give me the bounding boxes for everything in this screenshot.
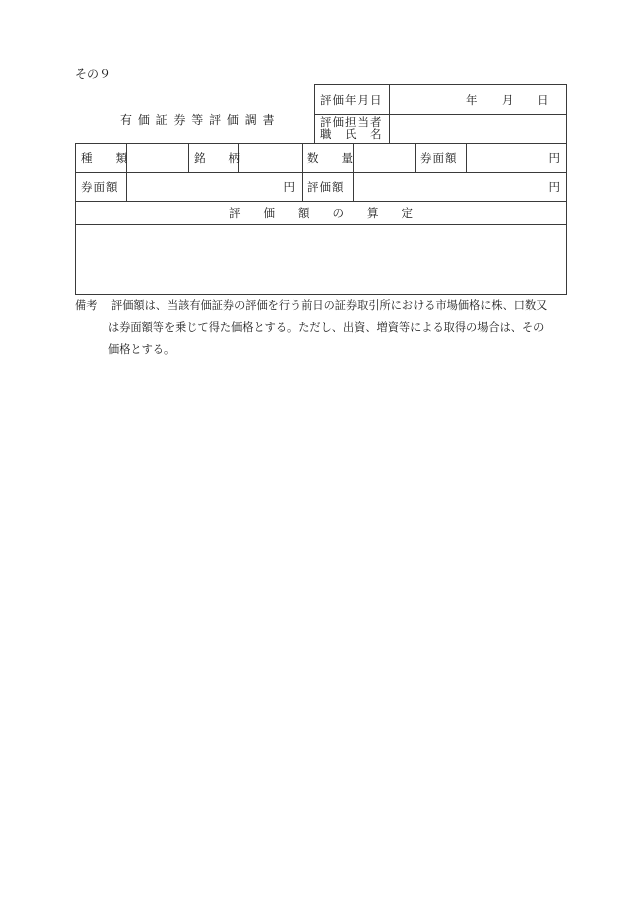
yen-unit: 円	[548, 180, 560, 194]
face-value-label-2: 券面額	[81, 180, 119, 194]
remarks-line1: 評価額は、当該有価証券の評価を行う前日の証券取引所における市場価格に株、口数又	[111, 299, 548, 312]
face-value-field-1[interactable]	[467, 144, 566, 171]
assessor-label-line1: 評価担当者	[320, 115, 383, 129]
col-divider	[415, 143, 416, 172]
calc-section-heading: 評 価 額 の 算 定	[229, 206, 413, 220]
remarks-line3: 価格とする。	[108, 343, 176, 356]
eval-amount-field[interactable]	[354, 173, 566, 200]
yen-unit: 円	[283, 180, 295, 194]
eval-date-year: 年	[466, 93, 478, 107]
eval-date-label: 評価年月日	[320, 93, 383, 107]
type-field[interactable]	[127, 144, 187, 171]
row2-divider	[75, 201, 567, 202]
eval-amount-label: 評価額	[307, 180, 345, 194]
assessor-label-line2: 職 氏 名	[320, 127, 383, 141]
yen-unit: 円	[548, 151, 560, 165]
eval-date-day: 日	[537, 93, 549, 107]
assessor-field[interactable]	[389, 114, 566, 144]
eval-date-month: 月	[502, 93, 514, 107]
calc-section-area[interactable]	[76, 225, 566, 294]
issue-label: 銘 柄	[194, 151, 240, 165]
eval-date-field[interactable]	[389, 84, 566, 114]
type-label: 種 類	[81, 151, 127, 165]
quantity-label: 数 量	[307, 151, 353, 165]
form-number: その９	[75, 67, 112, 81]
face-value-label-1: 券面額	[420, 151, 458, 165]
col-divider	[188, 143, 189, 172]
col-divider	[302, 143, 303, 201]
document-title: 有 価 証 券 等 評 価 調 書	[120, 113, 276, 127]
face-value-field-2[interactable]	[127, 173, 301, 200]
remarks-label: 備考	[75, 299, 98, 312]
issue-field[interactable]	[239, 144, 301, 171]
remarks-line2: は券面額等を乗じて得た価格とする。ただし、出資、増資等による取得の場合は、その	[108, 321, 545, 334]
quantity-field[interactable]	[354, 144, 414, 171]
